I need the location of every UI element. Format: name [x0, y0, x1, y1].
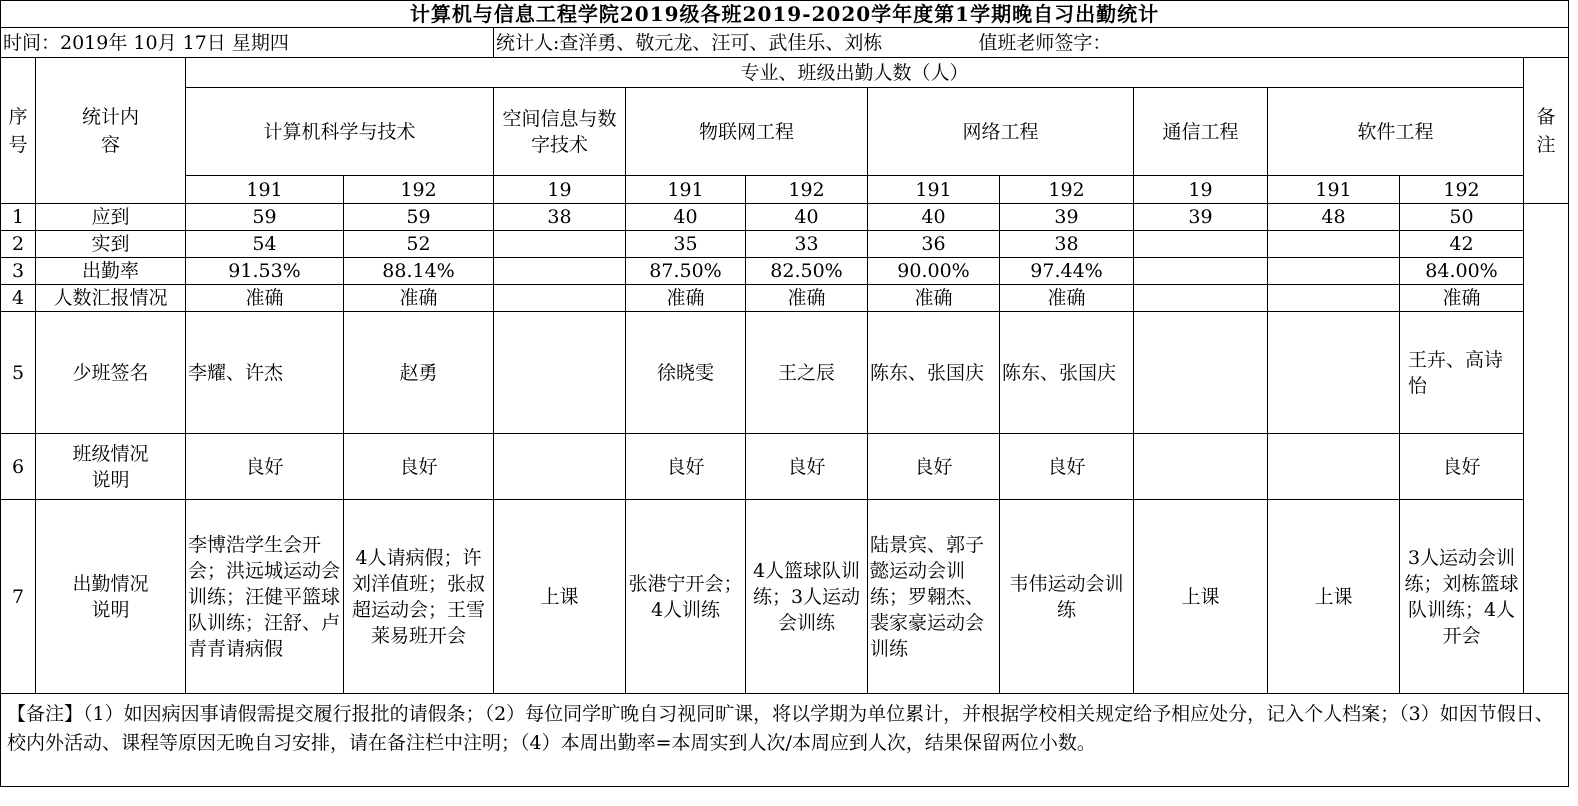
data-cell: 准确	[186, 285, 344, 312]
class-header: 192	[1400, 176, 1524, 204]
data-cell: 陆景宾、郭子懿运动会训练；罗翱杰、裴家豪运动会训练	[868, 500, 1000, 694]
row-number: 6	[1, 434, 36, 500]
class-header: 191	[1268, 176, 1400, 204]
data-cell	[494, 285, 626, 312]
data-cell: 准确	[344, 285, 494, 312]
data-cell: 91.53%	[186, 258, 344, 285]
data-cell: 82.50%	[746, 258, 868, 285]
table-row	[1, 312, 1569, 434]
row-label: 人数汇报情况	[36, 285, 186, 312]
data-cell: 38	[494, 204, 626, 231]
sheet-title: 计算机与信息工程学院2019级各班2019-2020学年度第1学期晚自习出勤统计	[1, 1, 1569, 28]
row-number: 3	[1, 258, 36, 285]
data-cell	[1268, 434, 1400, 500]
data-cell: 韦伟运动会训练	[1000, 500, 1134, 694]
data-cell: 上课	[1134, 500, 1268, 694]
data-cell	[1134, 231, 1268, 258]
counters-and-sign	[494, 28, 1569, 58]
data-cell: 良好	[344, 434, 494, 500]
data-cell: 良好	[1000, 434, 1134, 500]
data-cell: 4人篮球队训练；3人运动会训练	[746, 500, 868, 694]
row-label: 实到	[36, 231, 186, 258]
major-telecom: 通信工程	[1134, 88, 1268, 176]
remark-cell	[1524, 204, 1569, 694]
data-cell: 90.00%	[868, 258, 1000, 285]
data-cell	[1268, 312, 1400, 434]
data-cell	[1134, 285, 1268, 312]
data-cell: 39	[1000, 204, 1134, 231]
table-row	[1, 204, 1569, 231]
table-row	[1, 258, 1569, 285]
class-header: 191	[868, 176, 1000, 204]
notes-footer: 【备注】（1）如因病因事请假需提交履行报批的请假条；（2）每位同学旷晚自习视同旷课，将以学期为单位累计，并根据学校相关规定给予相应处分，记入个人档案；（3）如因节假日、校内外活动、课程等原因无晚自习安排，请在备注栏中注明；（4）本周出勤率=本周实到人次/本周应到人次，结果保留两位小数。	[1, 694, 1569, 787]
data-cell: 准确	[1400, 285, 1524, 312]
table-row	[1, 231, 1569, 258]
data-cell: 赵勇	[344, 312, 494, 434]
class-header: 192	[746, 176, 868, 204]
data-cell: 40	[746, 204, 868, 231]
data-cell: 52	[344, 231, 494, 258]
table-row	[1, 285, 1569, 312]
class-header: 192	[344, 176, 494, 204]
data-cell: 准确	[626, 285, 746, 312]
class-header: 191	[186, 176, 344, 204]
data-cell: 3人运动会训练；刘栋篮球队训练；4人开会	[1400, 500, 1524, 694]
data-cell: 84.00%	[1400, 258, 1524, 285]
major-iot: 物联网工程	[626, 88, 868, 176]
data-cell: 33	[746, 231, 868, 258]
data-cell: 李耀、许杰	[186, 312, 344, 434]
data-cell: 42	[1400, 231, 1524, 258]
data-cell	[494, 434, 626, 500]
data-cell: 徐晓雯	[626, 312, 746, 434]
data-cell: 王卉、高诗怡	[1400, 312, 1524, 434]
data-cell: 陈东、张国庆	[868, 312, 1000, 434]
data-cell: 陈东、张国庆	[1000, 312, 1134, 434]
major-network: 网络工程	[868, 88, 1134, 176]
major-spatial: 空间信息与数字技术	[494, 88, 626, 176]
data-cell: 50	[1400, 204, 1524, 231]
data-cell: 40	[626, 204, 746, 231]
data-cell: 87.50%	[626, 258, 746, 285]
row-label: 少班签名	[36, 312, 186, 434]
data-cell	[1134, 258, 1268, 285]
row-number: 2	[1, 231, 36, 258]
class-header: 192	[1000, 176, 1134, 204]
remark-header: 备注	[1524, 58, 1569, 204]
data-cell	[494, 312, 626, 434]
data-cell: 54	[186, 231, 344, 258]
data-cell	[1268, 258, 1400, 285]
data-cell	[1134, 312, 1268, 434]
data-cell	[1268, 231, 1400, 258]
table-row	[1, 500, 1569, 694]
row-number: 4	[1, 285, 36, 312]
data-cell: 39	[1134, 204, 1268, 231]
data-cell: 88.14%	[344, 258, 494, 285]
data-cell: 上课	[1268, 500, 1400, 694]
date-info: 时间：2019年 10月 17日 星期四	[1, 28, 494, 58]
data-cell: 良好	[868, 434, 1000, 500]
data-cell: 59	[186, 204, 344, 231]
row-number: 5	[1, 312, 36, 434]
counters-info: 统计人:查洋勇、敬元龙、汪可、武佳乐、刘栋	[496, 31, 883, 54]
class-header: 191	[626, 176, 746, 204]
data-cell: 良好	[186, 434, 344, 500]
data-cell	[1268, 285, 1400, 312]
data-cell: 王之辰	[746, 312, 868, 434]
seq-header: 序号	[1, 58, 36, 204]
data-cell: 良好	[1400, 434, 1524, 500]
row-number: 1	[1, 204, 36, 231]
data-cell: 35	[626, 231, 746, 258]
data-cell: 4人请病假；许刘洋值班；张叔超运动会；王雪莱易班开会	[344, 500, 494, 694]
data-cell: 上课	[494, 500, 626, 694]
row-label: 班级情况说明	[36, 434, 186, 500]
data-cell: 良好	[626, 434, 746, 500]
row-label: 出勤率	[36, 258, 186, 285]
major-cs: 计算机科学与技术	[186, 88, 494, 176]
content-header: 统计内容	[36, 58, 186, 204]
class-header: 19	[1134, 176, 1268, 204]
group-header: 专业、班级出勤人数（人）	[186, 58, 1524, 88]
data-cell: 97.44%	[1000, 258, 1134, 285]
data-cell: 59	[344, 204, 494, 231]
teacher-sign-label: 值班老师签字：	[978, 31, 1112, 54]
major-software: 软件工程	[1268, 88, 1524, 176]
data-cell: 李博浩学生会开会；洪远城运动会训练；汪健平篮球队训练；汪舒、卢青青请病假	[186, 500, 344, 694]
data-cell: 准确	[868, 285, 1000, 312]
data-cell: 良好	[746, 434, 868, 500]
data-cell: 准确	[1000, 285, 1134, 312]
data-cell	[494, 231, 626, 258]
data-cell: 40	[868, 204, 1000, 231]
row-number: 7	[1, 500, 36, 694]
data-cell: 36	[868, 231, 1000, 258]
data-cell: 48	[1268, 204, 1400, 231]
class-header: 19	[494, 176, 626, 204]
data-cell: 准确	[746, 285, 868, 312]
row-label: 应到	[36, 204, 186, 231]
data-cell: 张港宁开会；4人训练	[626, 500, 746, 694]
row-label: 出勤情况说明	[36, 500, 186, 694]
table-row	[1, 434, 1569, 500]
data-cell	[1134, 434, 1268, 500]
data-cell	[494, 258, 626, 285]
data-cell: 38	[1000, 231, 1134, 258]
